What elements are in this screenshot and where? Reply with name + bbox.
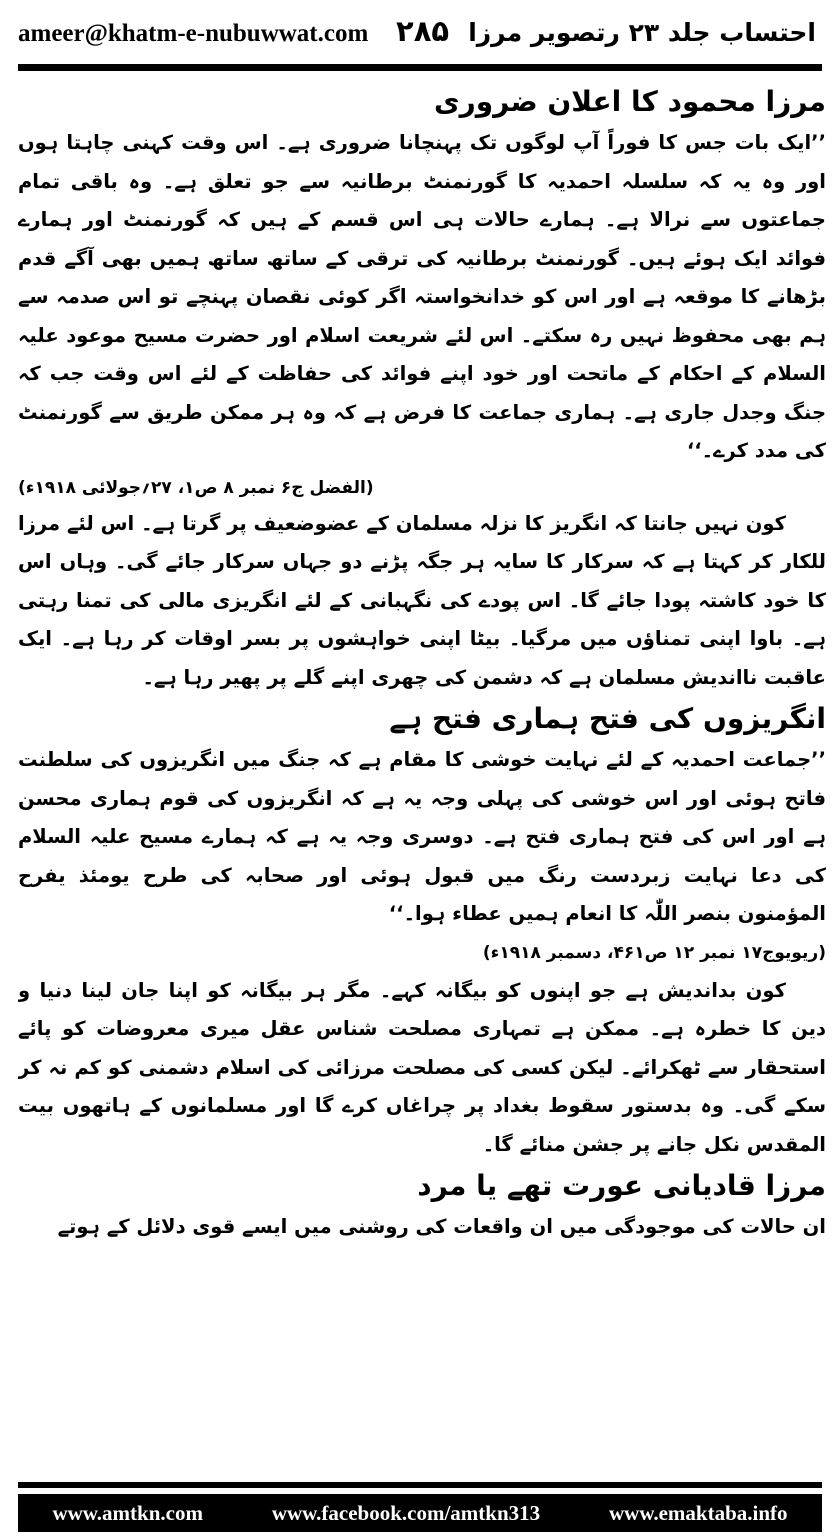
footer-rule [18, 1482, 822, 1488]
section-heading: مرزا محمود کا اعلان ضروری [433, 85, 826, 118]
footer-link-facebook[interactable]: www.facebook.com/amtkn313 [271, 1500, 541, 1525]
section-heading: مرزا قادیانی عورت تھے یا مرد [417, 1169, 826, 1202]
footer-link-emaktaba[interactable]: www.emaktaba.info [609, 1500, 788, 1525]
citation: (الفضل ج۶ نمبر ۸ ص۱، ۲۷؍جولائی ۱۹۱۸ء) [18, 477, 374, 498]
section-heading: انگریزوں کی فتح ہماری فتح ہے [389, 702, 826, 735]
page-footer [18, 1494, 822, 1532]
page-header [18, 12, 822, 60]
body-paragraph: ان حالات کی موجودگی میں ان واقعات کی روشنی میں ایسے قوی دلائل کے ہوتے [57, 1215, 826, 1238]
header-rule [18, 64, 822, 71]
page-body [18, 80, 826, 1472]
body-paragraph: کون بداندیش ہے جو اپنوں کو بیگانہ کہے۔ مگر ہر بیگانہ کو اپنا جان لینا دنیا و دین کا خطرہ ہے۔ ممکن ہے تمہاری مصلحت شناس عقل میری معروضات کو پائے استحقار سے ٹھکرائے۔ لیکن کسی کی مصلحت مرزائی کی اسلام دشمنی کو کم نہ کر سکے گی۔ وہ بدستور سقوط بغداد پر چراغاں کرے گا اور مسلمانوں کے ہاتھوں بیت المقدس نکل جانے پر جشن منائے گا۔ [18, 978, 826, 1156]
header-email: ameer@khatm-e-nubuwwat.com [18, 20, 369, 47]
running-title: احتساب جلد ۲۳ رتصویر مرزا [468, 18, 816, 47]
citation: (ریویوج۱۷ نمبر ۱۲ ص۴۶۱، دسمبر ۱۹۱۸ء) [482, 942, 826, 963]
footer-link-amtkn[interactable]: www.amtkn.com [52, 1500, 203, 1525]
page-number: ۲۸۵ [396, 14, 450, 48]
quote-paragraph: ’’جماعت احمدیہ کے لئے نہایت خوشی کا مقام ہے کہ جنگ میں انگریزوں کی سلطنت فاتح ہوئی اور اس خوشی کی پہلی وجہ یہ ہے کہ انگریزوں کی قوم ہماری محسن ہے اور اس کی فتح ہماری فتح ہے۔ دوسری وجہ یہ ہے کہ ہمارے مسیح علیہ السلام کی دعا نہایت زبردست رنگ میں قبول ہوئی اور صحابہ کی طرح یومئذ یفرح المؤمنون بنصر اللّٰہ کا انعام ہمیں عطاء ہوا۔‘‘ [18, 748, 826, 925]
body-paragraph: کون نہیں جانتا کہ انگریز کا نزلہ مسلمان کے عضوضعیف پر گرتا ہے۔ اس لئے مرزا للکار کر کہتا ہے کہ سرکار کا سایہ ہر جگہ پڑنے دو جہاں سرکار جائے گی۔ وہاں اس کا خود کاشتہ پودا جائے گا۔ اس پودے کی نگہبانی کے لئے انگریزی مالی کی تمنا رہتی ہے۔ باوا اپنی تمناؤں میں مرگیا۔ بیٹا اپنی خواہشوں پر بسر اوقات کر رہا ہے۔ ایک عاقبت نااندیش مسلمان ہے کہ دشمن کی چھری اپنے گلے پر پھیر رہا ہے۔ [18, 511, 826, 689]
quote-paragraph: ’’ایک بات جس کا فوراً آپ لوگوں تک پہنچانا ضروری ہے۔ اس وقت کہنی چاہتا ہوں اور وہ یہ کہ سلسلہ احمدیہ کا گورنمنٹ برطانیہ سے جو تعلق ہے۔ وہ باقی تمام جماعتوں سے نرالا ہے۔ ہمارے حالات ہی اس قسم کے ہیں کہ گورنمنٹ اور ہمارے فوائد ایک ہوئے ہیں۔ گورنمنٹ برطانیہ کی ترقی کے ساتھ ساتھ ہمیں بھی آگے قدم بڑھانے کا موقعہ ہے اور اس کو خدانخواستہ اگر کوئی نقصان پہنچے تو اس صدمہ سے ہم بھی محفوظ نہیں رہ سکتے۔ اس لئے شریعت اسلام اور حضرت مسیح موعود علیہ السلام کے احکام کے ماتحت اور خود اپنے فوائد کی حفاظت کے لئے اس وقت جب کہ جنگ وجدل جاری ہے۔ ہماری جماعت کا فرض ہے کہ وہ ہر ممکن طریق سے گورنمنٹ کی مدد کرے۔‘‘ [18, 131, 826, 462]
